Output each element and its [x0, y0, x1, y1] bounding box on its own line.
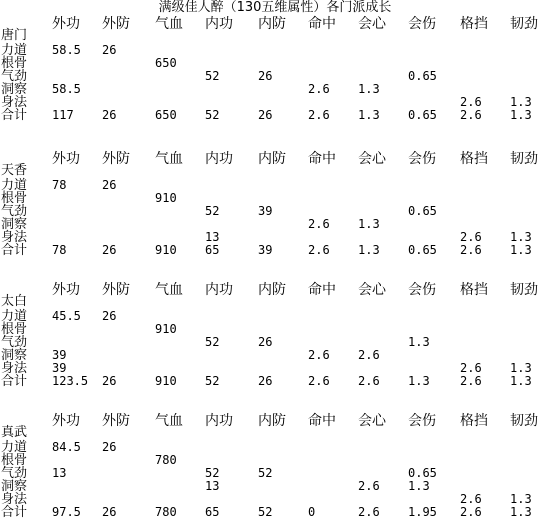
stat-value: 1.3: [510, 108, 532, 122]
stat-value: 0.65: [408, 204, 437, 218]
column-header: 外防: [102, 282, 130, 298]
stat-value: 2.6: [460, 243, 482, 257]
stat-value: 2.6: [358, 505, 380, 519]
stat-value: 910: [155, 322, 177, 336]
stat-value: 97.5: [52, 505, 81, 519]
stat-value: 52: [205, 69, 220, 83]
stat-value: 52: [205, 335, 220, 349]
row-label: 合计: [1, 108, 28, 123]
stat-value: 650: [155, 56, 177, 70]
stat-value: 26: [102, 178, 117, 192]
stat-value: 0.65: [408, 243, 437, 257]
stat-value: 1.3: [510, 95, 532, 109]
stat-value: 123.5: [52, 374, 89, 388]
column-header: 外防: [102, 151, 130, 167]
stat-value: 2.6: [308, 217, 330, 231]
column-header: 气血: [155, 151, 183, 167]
row-label: 洞察: [1, 479, 28, 494]
stat-value: 13: [52, 466, 67, 480]
column-header: 外功: [52, 282, 80, 298]
stat-value: 2.6: [460, 230, 482, 244]
stat-value: 52: [205, 466, 220, 480]
stat-value: 780: [155, 505, 177, 519]
stat-value: 1.3: [510, 505, 532, 519]
stat-value: 39: [258, 204, 273, 218]
column-header: 命中: [308, 16, 336, 32]
row-label: 身法: [1, 492, 28, 507]
stat-value: 52: [205, 374, 220, 388]
stat-value: 1.3: [358, 217, 380, 231]
row-label: 洞察: [1, 348, 28, 363]
column-header: 内功: [205, 16, 233, 32]
stat-value: 1.3: [510, 492, 532, 506]
column-header: 会伤: [408, 282, 436, 298]
stat-value: 26: [258, 335, 273, 349]
stat-value: 1.3: [408, 479, 430, 493]
stat-value: 1.3: [408, 374, 430, 388]
row-label: 合计: [1, 505, 28, 520]
column-header: 会心: [358, 282, 386, 298]
stat-value: 26: [102, 440, 117, 454]
column-header: 格挡: [460, 151, 488, 167]
column-header: 会心: [358, 16, 386, 32]
stat-value: 1.3: [358, 82, 380, 96]
row-label: 根骨: [1, 322, 28, 337]
column-header: 外功: [52, 413, 80, 429]
section-name: 唐门: [1, 28, 28, 43]
stat-value: 52: [205, 204, 220, 218]
stat-value: 2.6: [358, 374, 380, 388]
row-label: 根骨: [1, 191, 28, 206]
row-label: 洞察: [1, 82, 28, 97]
row-label: 力道: [1, 43, 28, 58]
column-header: 格挡: [460, 413, 488, 429]
stat-value: 84.5: [52, 440, 81, 454]
stat-value: 2.6: [308, 243, 330, 257]
stat-value: 39: [258, 243, 273, 257]
stat-value: 1.3: [358, 108, 380, 122]
stat-value: 52: [258, 505, 273, 519]
row-label: 气劲: [1, 69, 28, 84]
stat-value: 26: [102, 309, 117, 323]
column-header: 外防: [102, 16, 130, 32]
column-header: 韧劲: [510, 282, 538, 298]
column-header: 会伤: [408, 16, 436, 32]
stat-value: 1.3: [510, 374, 532, 388]
column-header: 气血: [155, 16, 183, 32]
stat-value: 26: [258, 69, 273, 83]
stat-value: 26: [102, 505, 117, 519]
column-header: 韧劲: [510, 413, 538, 429]
stat-value: 78: [52, 243, 67, 257]
stat-value: 2.6: [460, 374, 482, 388]
stat-value: 117: [52, 108, 74, 122]
stat-value: 65: [205, 505, 220, 519]
stat-value: 910: [155, 243, 177, 257]
row-label: 力道: [1, 309, 28, 324]
stat-value: 13: [205, 479, 220, 493]
stat-value: 45.5: [52, 309, 81, 323]
stat-value: 2.6: [308, 108, 330, 122]
stat-value: 1.3: [510, 243, 532, 257]
stat-value: 2.6: [358, 348, 380, 362]
stat-value: 2.6: [358, 479, 380, 493]
stat-value: 0.65: [408, 108, 437, 122]
row-label: 根骨: [1, 56, 28, 71]
column-header: 内功: [205, 282, 233, 298]
column-header: 命中: [308, 151, 336, 167]
column-header: 内防: [258, 282, 286, 298]
stat-value: 910: [155, 374, 177, 388]
column-header: 外功: [52, 151, 80, 167]
row-label: 洞察: [1, 217, 28, 232]
row-label: 力道: [1, 178, 28, 193]
column-header: 会伤: [408, 413, 436, 429]
stat-value: 2.6: [460, 95, 482, 109]
stat-value: 78: [52, 178, 67, 192]
stat-value: 0.65: [408, 69, 437, 83]
column-header: 内功: [205, 151, 233, 167]
column-header: 韧劲: [510, 151, 538, 167]
section-name: 太白: [1, 294, 28, 309]
row-label: 气劲: [1, 335, 28, 350]
column-header: 会心: [358, 151, 386, 167]
stat-value: 26: [258, 374, 273, 388]
column-header: 外功: [52, 16, 80, 32]
column-header: 气血: [155, 282, 183, 298]
row-label: 气劲: [1, 466, 28, 481]
stat-value: 1.3: [358, 243, 380, 257]
stat-value: 1.3: [510, 230, 532, 244]
row-label: 根骨: [1, 453, 28, 468]
row-label: 身法: [1, 361, 28, 376]
row-label: 合计: [1, 374, 28, 389]
row-label: 身法: [1, 95, 28, 110]
stat-value: 2.6: [308, 82, 330, 96]
row-label: 力道: [1, 440, 28, 455]
column-header: 命中: [308, 282, 336, 298]
stat-value: 2.6: [460, 492, 482, 506]
stat-value: 26: [258, 108, 273, 122]
row-label: 合计: [1, 243, 28, 258]
stat-value: 39: [52, 348, 67, 362]
stat-value: 65: [205, 243, 220, 257]
column-header: 气血: [155, 413, 183, 429]
stat-value: 26: [102, 374, 117, 388]
column-header: 会伤: [408, 151, 436, 167]
section-name: 真武: [1, 425, 28, 440]
stat-value: 26: [102, 243, 117, 257]
page-title: 满级佳人醉（130五维属性）各门派成长: [158, 0, 392, 15]
stat-value: 2.6: [308, 348, 330, 362]
stat-value: 1.3: [408, 335, 430, 349]
stat-value: 2.6: [460, 108, 482, 122]
stat-value: 58.5: [52, 43, 81, 57]
column-header: 会心: [358, 413, 386, 429]
column-header: 内防: [258, 413, 286, 429]
stat-value: 2.6: [460, 505, 482, 519]
column-header: 内防: [258, 151, 286, 167]
column-header: 内防: [258, 16, 286, 32]
stat-value: 910: [155, 191, 177, 205]
stat-value: 0: [308, 505, 316, 519]
row-label: 气劲: [1, 204, 28, 219]
stat-value: 780: [155, 453, 177, 467]
stat-value: 0.65: [408, 466, 437, 480]
column-header: 格挡: [460, 282, 488, 298]
column-header: 内功: [205, 413, 233, 429]
column-header: 命中: [308, 413, 336, 429]
stat-value: 52: [258, 466, 273, 480]
stat-value: 39: [52, 361, 67, 375]
stat-value: 2.6: [308, 374, 330, 388]
section-name: 天香: [1, 163, 28, 178]
row-label: 身法: [1, 230, 28, 245]
column-header: 韧劲: [510, 16, 538, 32]
stat-value: 13: [205, 230, 220, 244]
column-header: 格挡: [460, 16, 488, 32]
stat-value: 2.6: [460, 361, 482, 375]
stat-value: 26: [102, 43, 117, 57]
stat-value: 58.5: [52, 82, 81, 96]
column-header: 外防: [102, 413, 130, 429]
stat-value: 650: [155, 108, 177, 122]
stat-value: 1.95: [408, 505, 437, 519]
stat-value: 1.3: [510, 361, 532, 375]
stat-value: 26: [102, 108, 117, 122]
stat-value: 52: [205, 108, 220, 122]
